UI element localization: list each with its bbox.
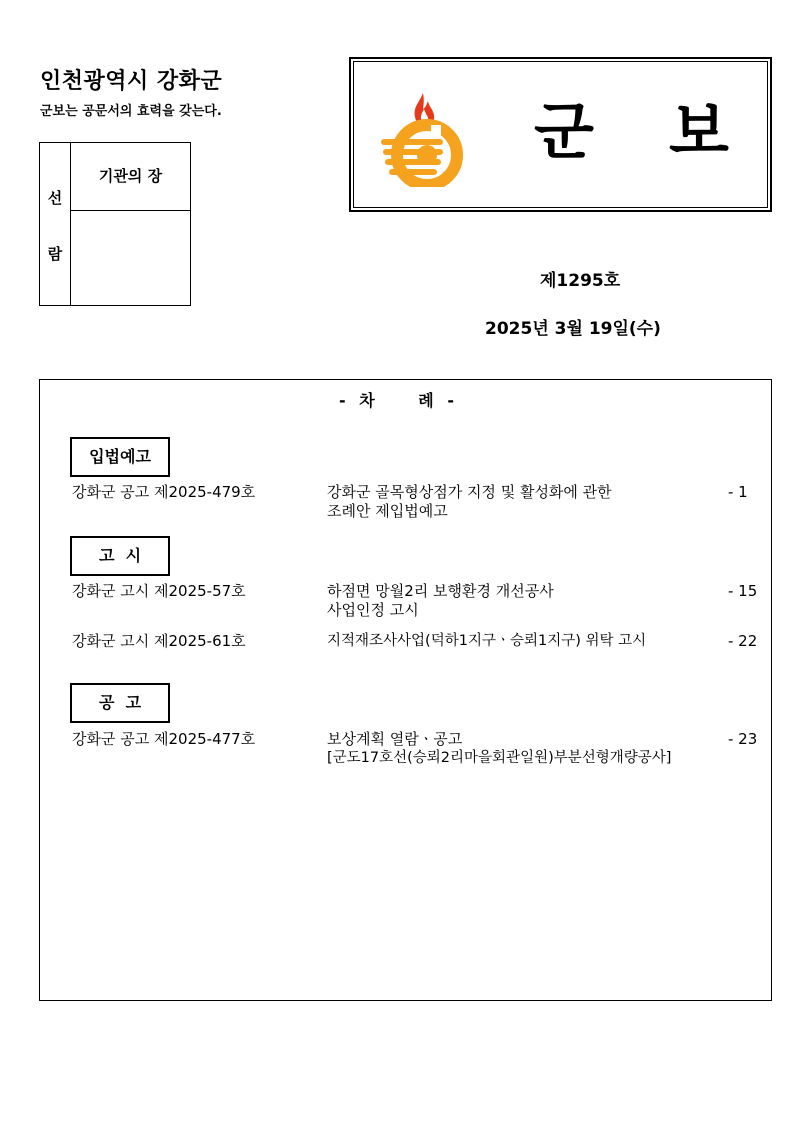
- toc-entry-title: 하점면 망월2리 보행환경 개선공사: [327, 582, 554, 600]
- issue-date: 2025년 3월 19일(수): [485, 319, 661, 339]
- toc-title-char-1: 차: [359, 391, 375, 410]
- gazette-subtitle: 군보는 공문서의 효력을 갖는다.: [40, 104, 222, 119]
- gangwha-emblem-icon: [379, 87, 469, 187]
- approval-side-char-2: 람: [47, 245, 63, 263]
- toc-entry-title: 지적재조사사업(덕하1지구ㆍ승뢰1지구) 위탁 고시: [327, 633, 647, 649]
- toc-entry-title-cont: [군도17호선(승뢰2리마을회관일원)부분선형개량공사]: [327, 750, 672, 766]
- city-title: 인천광역시 강화군: [40, 69, 223, 94]
- toc-title-char-2: 례: [418, 391, 434, 410]
- toc-entry-ref: 강화군 고시 제2025-57호: [72, 582, 246, 600]
- toc-title-dash-left: -: [339, 391, 346, 410]
- section-label-announcement: 고 시: [70, 536, 170, 576]
- toc-entry-title: 강화군 골목형상점가 지정 및 활성화에 관한: [327, 483, 612, 501]
- toc-entry-page: - 15: [728, 582, 758, 600]
- toc-title: [0, 388, 793, 411]
- toc-entry-page: - 1: [728, 483, 748, 501]
- issue-number: 제1295호: [540, 271, 621, 291]
- approval-side-label: [40, 143, 71, 305]
- approval-box: [39, 142, 191, 306]
- toc-entry-page: - 23: [728, 730, 758, 748]
- toc-entry-ref: 강화군 고시 제2025-61호: [72, 632, 246, 650]
- masthead-title-gun: 군: [534, 95, 594, 168]
- toc-entry-title: 보상계획 열람ㆍ공고: [327, 730, 463, 748]
- approval-side-char-1: 선: [47, 189, 63, 207]
- masthead-title-bo: 보: [669, 95, 729, 168]
- section-label-public-notice: 공 고: [70, 683, 170, 723]
- toc-entry-page: - 22: [728, 632, 758, 650]
- section-label-legislative-notice: 입법예고: [70, 437, 170, 477]
- toc-entry-title-cont: 조례안 제입법예고: [327, 502, 448, 520]
- masthead-box: [349, 57, 772, 212]
- toc-title-dash-right: -: [447, 391, 454, 410]
- approval-head-label: 기관의 장: [71, 143, 190, 211]
- toc-entry-ref: 강화군 공고 제2025-479호: [72, 483, 256, 501]
- toc-entry-ref: 강화군 공고 제2025-477호: [72, 730, 256, 748]
- toc-entry-title-cont: 사업인정 고시: [327, 601, 419, 619]
